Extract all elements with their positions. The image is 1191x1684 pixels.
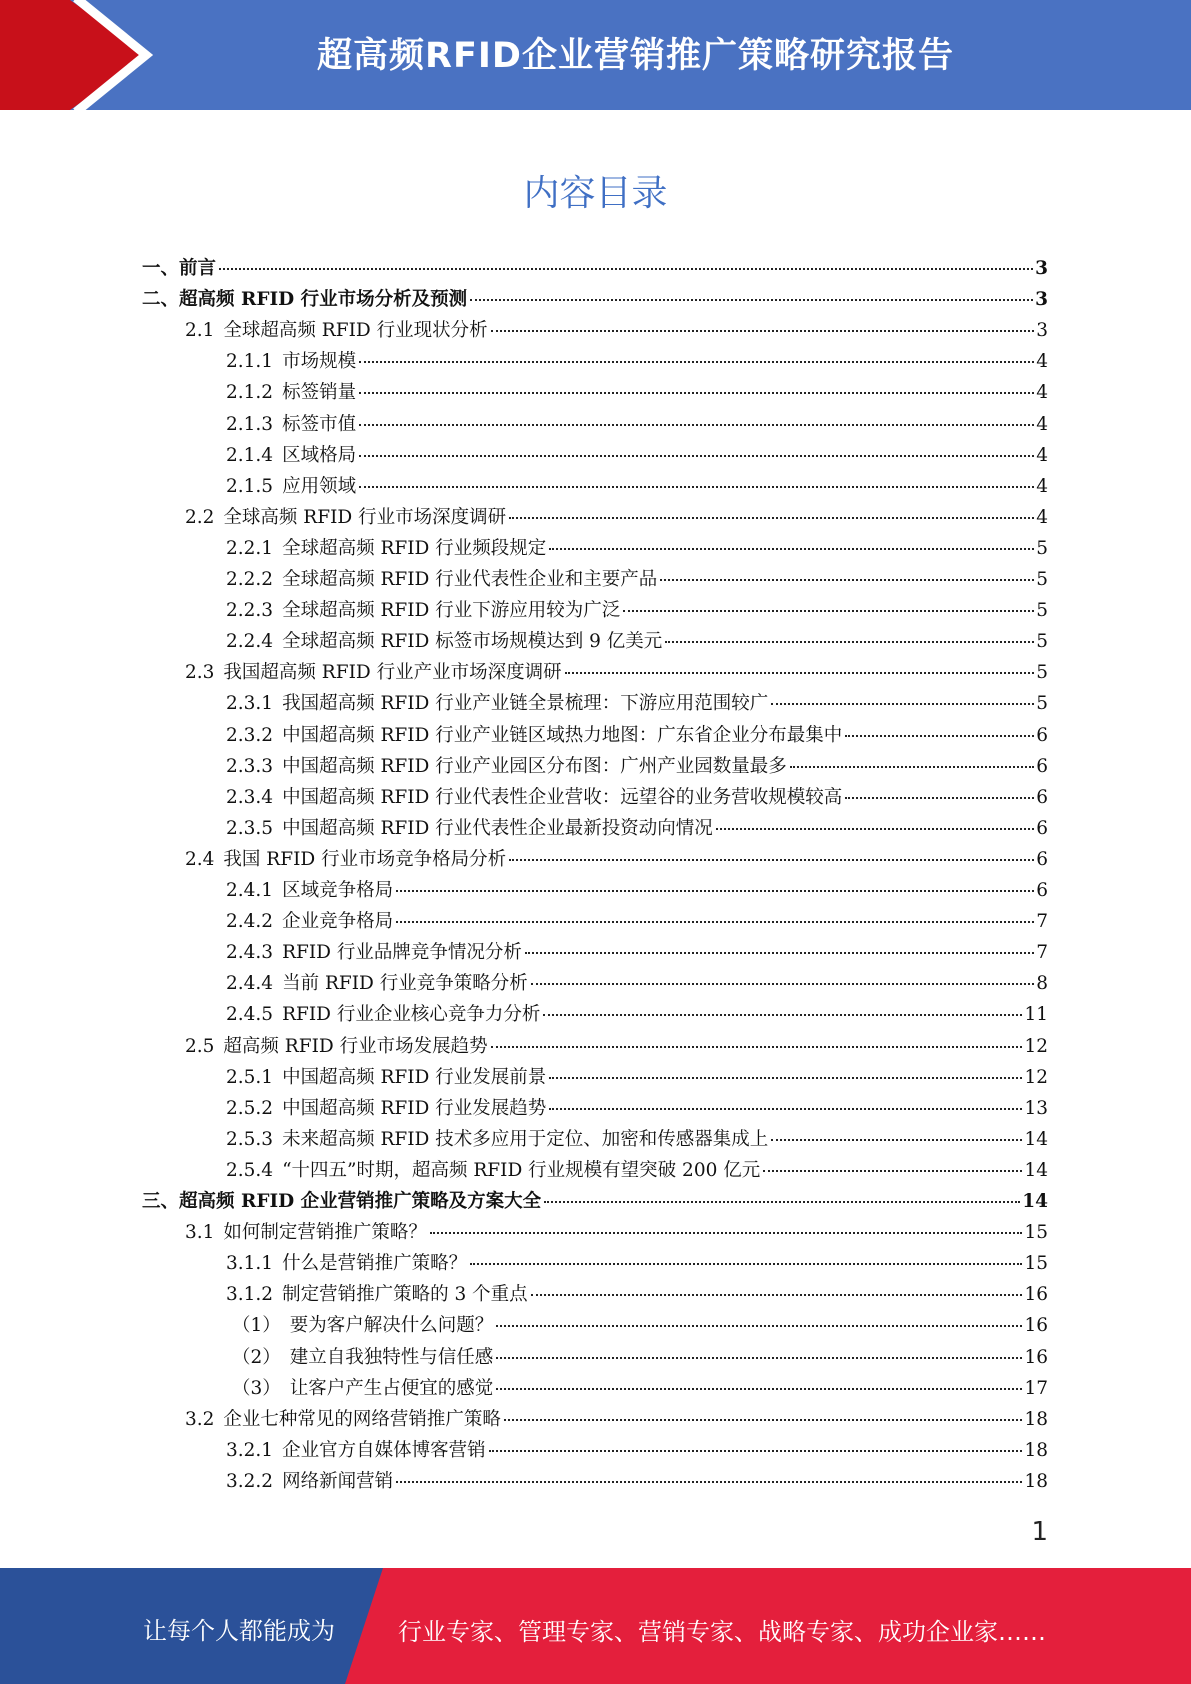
toc-entry-number: 2.5.1 bbox=[226, 1066, 274, 1088]
toc-entry-number: 2.3.1 bbox=[226, 693, 274, 715]
toc-entry[interactable] bbox=[226, 1000, 1048, 1031]
toc-entry-page: 6 bbox=[1036, 848, 1048, 870]
toc-dot-leader bbox=[543, 1014, 1022, 1016]
toc-dot-leader bbox=[219, 268, 1033, 270]
toc-entry-number: 2.3.2 bbox=[226, 724, 274, 746]
toc-dot-leader bbox=[359, 486, 1034, 488]
toc-dot-leader bbox=[504, 1419, 1023, 1421]
toc-dot-leader bbox=[491, 330, 1035, 332]
toc-entry-number: 2.4.5 bbox=[226, 1004, 274, 1026]
footer-banner bbox=[0, 1568, 1191, 1684]
toc-dot-leader bbox=[565, 672, 1035, 674]
toc-dot-leader bbox=[525, 952, 1034, 954]
toc-entry-title: 要为客户解决什么问题？ bbox=[289, 1315, 494, 1337]
toc-entry-page: 5 bbox=[1036, 662, 1048, 684]
toc-entry-page: 15 bbox=[1024, 1253, 1048, 1275]
toc-entry[interactable] bbox=[226, 1280, 1048, 1311]
toc-entry-title: 市场规模 bbox=[282, 351, 357, 373]
toc-entry-title: 如何制定营销推广策略？ bbox=[223, 1222, 427, 1244]
toc-entry[interactable] bbox=[226, 1125, 1048, 1156]
toc-dot-leader bbox=[489, 1450, 1023, 1452]
toc-dot-leader bbox=[396, 890, 1034, 892]
toc-entry[interactable] bbox=[226, 938, 1048, 969]
toc-entry-page: 4 bbox=[1036, 444, 1048, 466]
toc-entry-page: 4 bbox=[1036, 382, 1048, 404]
toc-entry[interactable] bbox=[226, 1094, 1048, 1125]
toc-dot-leader bbox=[845, 735, 1034, 737]
toc-entry-title: 中国超高频 RFID 行业代表性企业营收：远望谷的业务营收规模较高 bbox=[282, 786, 843, 808]
toc-entry-number: 2.1.3 bbox=[226, 413, 274, 435]
toc-entry[interactable] bbox=[142, 254, 1048, 285]
toc-entry-number: 2.1.1 bbox=[226, 351, 274, 373]
toc-entry-page: 6 bbox=[1036, 880, 1048, 901]
toc-entry-page: 14 bbox=[1024, 1128, 1048, 1150]
toc-entry-title: 应用领域 bbox=[282, 475, 357, 497]
toc-dot-leader bbox=[716, 828, 1034, 830]
chevron-arrow-icon bbox=[0, 0, 170, 110]
toc-entry[interactable] bbox=[185, 845, 1048, 876]
toc-entry-title: 全球超高频 RFID 行业下游应用较为广泛 bbox=[282, 600, 621, 622]
header-banner bbox=[0, 0, 1191, 110]
toc-entry-page: 14 bbox=[1024, 1159, 1048, 1181]
toc-dot-leader bbox=[359, 392, 1034, 394]
toc-entry-title: RFID 行业企业核心竞争力分析 bbox=[282, 1004, 541, 1026]
toc-dot-leader bbox=[509, 517, 1034, 519]
toc-entry-number: 2.5.3 bbox=[226, 1128, 274, 1150]
toc-dot-leader bbox=[470, 299, 1033, 301]
toc-entry-number: 2.3.5 bbox=[226, 817, 274, 839]
toc-entry-page: 4 bbox=[1036, 413, 1048, 435]
toc-entry-page: 5 bbox=[1036, 600, 1048, 622]
toc-entry-page: 3 bbox=[1035, 289, 1048, 311]
toc-entry[interactable] bbox=[185, 316, 1048, 347]
toc-entry-page: 18 bbox=[1024, 1439, 1048, 1461]
toc-entry-number: 2.2.3 bbox=[226, 600, 274, 622]
toc-entry-page: 13 bbox=[1024, 1097, 1048, 1119]
toc-entry-page: 5 bbox=[1036, 537, 1048, 559]
toc-entry-title: 中国超高频 RFID 行业代表性企业最新投资动向情况 bbox=[282, 817, 713, 839]
toc-dot-leader bbox=[845, 797, 1034, 799]
toc-entry[interactable] bbox=[226, 1249, 1048, 1280]
toc-dot-leader bbox=[623, 610, 1034, 612]
toc-entry[interactable] bbox=[185, 1405, 1048, 1436]
toc-dot-leader bbox=[470, 1263, 1022, 1265]
footer-slogan-left: 让每个人都能成为 bbox=[143, 1617, 335, 1645]
toc-entry-page: 6 bbox=[1036, 786, 1048, 808]
toc-entry-number: 2.1.4 bbox=[226, 444, 274, 466]
toc-entry-page: 14 bbox=[1022, 1191, 1048, 1212]
toc-entry-title: 未来超高频 RFID 技术多应用于定位、加密和传感器集成上 bbox=[282, 1128, 769, 1150]
toc-entry-title: 全球高频 RFID 行业市场深度调研 bbox=[223, 506, 507, 528]
toc-entry-number: 2.2.4 bbox=[226, 631, 274, 653]
toc-entry-number: 二、 bbox=[142, 289, 180, 311]
toc-entry-number: （1） bbox=[232, 1315, 281, 1337]
toc-entry-page: 18 bbox=[1024, 1470, 1048, 1492]
toc-entry-number: 2.4.1 bbox=[226, 880, 274, 901]
toc-entry-page: 6 bbox=[1036, 755, 1048, 777]
toc-entry-number: 一、 bbox=[142, 258, 180, 279]
toc-entry-title: 中国超高频 RFID 行业产业园区分布图：广州产业园数量最多 bbox=[282, 755, 787, 777]
toc-entry-page: 17 bbox=[1024, 1377, 1048, 1399]
toc-entry-page: 16 bbox=[1024, 1315, 1048, 1337]
toc-entry-number: 2.5.4 bbox=[226, 1159, 274, 1181]
toc-entry-number: 3.2 bbox=[185, 1408, 215, 1430]
report-title: 超高频RFID企业营销推广策略研究报告 bbox=[317, 36, 954, 76]
toc-entry-number: 2.1.5 bbox=[226, 475, 274, 497]
toc-entry-title: 让客户产生占便宜的感觉 bbox=[289, 1377, 494, 1399]
toc-entry[interactable] bbox=[232, 1343, 1048, 1374]
toc-dot-leader bbox=[509, 859, 1034, 861]
toc-dot-leader bbox=[549, 548, 1034, 550]
toc-entry-title: 标签市值 bbox=[282, 413, 357, 435]
toc-entry-title: 网络新闻营销 bbox=[282, 1470, 394, 1492]
toc-entry[interactable] bbox=[226, 752, 1048, 783]
toc-dot-leader bbox=[549, 1077, 1022, 1079]
toc-dot-leader bbox=[660, 579, 1034, 581]
toc-entry-number: 2.3 bbox=[185, 662, 215, 684]
toc-entry-title: “十四五”时期，超高频 RFID 行业规模有望突破 200 亿元 bbox=[282, 1159, 761, 1181]
toc-dot-leader bbox=[496, 1388, 1022, 1390]
toc-entry-number: （3） bbox=[232, 1377, 281, 1399]
toc-entry-title: 什么是营销推广策略？ bbox=[282, 1253, 468, 1275]
toc-entry-title: 中国超高频 RFID 行业发展前景 bbox=[282, 1066, 547, 1088]
toc-entry-page: 12 bbox=[1024, 1035, 1048, 1057]
toc-dot-leader bbox=[549, 1108, 1022, 1110]
toc-entry[interactable] bbox=[226, 907, 1048, 938]
toc-entry-page: 18 bbox=[1024, 1408, 1048, 1430]
toc-entry-number: 3.1.2 bbox=[226, 1284, 274, 1306]
toc-entry-number: 2.5.2 bbox=[226, 1097, 274, 1119]
toc-entry-title: 我国超高频 RFID 行业产业市场深度调研 bbox=[223, 662, 562, 684]
toc-entry[interactable] bbox=[142, 1187, 1048, 1218]
toc-entry-page: 8 bbox=[1036, 973, 1048, 995]
toc-dot-leader bbox=[665, 641, 1034, 643]
toc-entry-title: 超高频 RFID 行业市场分析及预测 bbox=[179, 289, 468, 311]
toc-entry-title: 制定营销推广策略的 3 个重点 bbox=[282, 1284, 528, 1306]
toc-entry-page: 7 bbox=[1036, 942, 1048, 964]
toc-entry-title: 我国超高频 RFID 行业产业链全景梳理：下游应用范围较广 bbox=[282, 693, 769, 715]
toc-entry-title: 超高频 RFID 行业市场发展趋势 bbox=[223, 1035, 488, 1057]
toc-entry-title: 全球超高频 RFID 标签市场规模达到 9 亿美元 bbox=[282, 631, 663, 653]
toc-dot-leader bbox=[359, 424, 1034, 426]
toc-entry-page: 15 bbox=[1024, 1222, 1048, 1244]
toc-dot-leader bbox=[430, 1232, 1023, 1234]
toc-entry-page: 5 bbox=[1036, 693, 1048, 715]
toc-entry[interactable] bbox=[226, 534, 1048, 565]
toc-entry[interactable] bbox=[226, 441, 1048, 472]
toc-entry-number: 2.2 bbox=[185, 506, 215, 528]
toc-entry-number: 2.2.1 bbox=[226, 537, 274, 559]
toc-entry-title: 我国 RFID 行业市场竞争格局分析 bbox=[223, 848, 507, 870]
toc-dot-leader bbox=[531, 983, 1034, 985]
toc-entry-title: 中国超高频 RFID 行业发展趋势 bbox=[282, 1097, 547, 1119]
toc-entry-number: 三、 bbox=[142, 1191, 180, 1212]
footer-slogan-right: 行业专家、管理专家、营销专家、战略专家、成功企业家…… bbox=[398, 1618, 1046, 1646]
toc-entry-title: 企业竞争格局 bbox=[282, 911, 394, 933]
toc-entry-title: 建立自我独特性与信任感 bbox=[289, 1346, 494, 1368]
toc-entry-number: 2.3.4 bbox=[226, 786, 274, 808]
toc-dot-leader bbox=[491, 1046, 1023, 1048]
toc-entry[interactable] bbox=[185, 658, 1048, 689]
toc-entry-title: 全球超高频 RFID 行业现状分析 bbox=[223, 320, 488, 342]
toc-entry-page: 11 bbox=[1024, 1004, 1048, 1026]
toc-entry-title: 标签销量 bbox=[282, 382, 357, 404]
toc-entry[interactable] bbox=[226, 689, 1048, 720]
toc-entry-page: 16 bbox=[1024, 1284, 1048, 1306]
toc-entry-page: 16 bbox=[1024, 1346, 1048, 1368]
toc-entry[interactable] bbox=[232, 1374, 1048, 1405]
toc-entry[interactable] bbox=[226, 1467, 1048, 1498]
toc-entry-number: 2.4 bbox=[185, 848, 215, 870]
toc-dot-leader bbox=[544, 1201, 1020, 1203]
toc-entry-page: 3 bbox=[1036, 320, 1048, 342]
toc-entry-title: 区域竞争格局 bbox=[282, 880, 394, 901]
toc-entry[interactable] bbox=[226, 876, 1048, 907]
toc-entry[interactable] bbox=[226, 347, 1048, 378]
toc-entry[interactable] bbox=[142, 285, 1048, 316]
toc-entry-page: 4 bbox=[1036, 351, 1048, 373]
toc-entry-title: 企业七种常见的网络营销推广策略 bbox=[223, 1408, 501, 1430]
toc-entry-number: 2.3.3 bbox=[226, 755, 274, 777]
toc-entry-page: 12 bbox=[1024, 1066, 1048, 1088]
toc-entry-number: 2.5 bbox=[185, 1035, 215, 1057]
toc-entry-number: 2.4.4 bbox=[226, 973, 274, 995]
toc-entry-page: 6 bbox=[1036, 724, 1048, 746]
toc-entry-title: 当前 RFID 行业竞争策略分析 bbox=[282, 973, 528, 995]
toc-entry-number: 2.4.2 bbox=[226, 911, 274, 933]
toc-dot-leader bbox=[496, 1357, 1022, 1359]
toc-entry[interactable] bbox=[226, 1063, 1048, 1094]
toc-heading: 内容目录 bbox=[523, 173, 668, 214]
toc-entry-title: RFID 行业品牌竞争情况分析 bbox=[282, 942, 522, 964]
toc-entry-page: 5 bbox=[1036, 631, 1048, 653]
toc-dot-leader bbox=[531, 1294, 1023, 1296]
toc-dot-leader bbox=[359, 455, 1034, 457]
toc-entry[interactable] bbox=[226, 378, 1048, 409]
toc-entry[interactable] bbox=[185, 1032, 1048, 1063]
toc-entry-title: 超高频 RFID 企业营销推广策略及方案大全 bbox=[179, 1191, 542, 1212]
toc-entry-page: 4 bbox=[1036, 475, 1048, 497]
toc-entry-number: 2.2.2 bbox=[226, 569, 274, 590]
toc-entry[interactable] bbox=[226, 721, 1048, 752]
toc-entry-title: 前言 bbox=[179, 258, 217, 279]
toc-dot-leader bbox=[763, 1170, 1022, 1172]
toc-entry-page: 3 bbox=[1035, 258, 1048, 279]
toc-entry-page: 5 bbox=[1036, 569, 1048, 590]
toc-entry[interactable] bbox=[185, 1218, 1048, 1249]
toc-entry-title: 区域格局 bbox=[282, 444, 357, 466]
toc-entry-number: 2.1.2 bbox=[226, 382, 274, 404]
toc-entry[interactable] bbox=[226, 596, 1048, 627]
toc-entry[interactable] bbox=[226, 1156, 1048, 1187]
toc-entry[interactable] bbox=[226, 814, 1048, 845]
toc-dot-leader bbox=[396, 1481, 1022, 1483]
toc-entry-title: 全球超高频 RFID 行业代表性企业和主要产品 bbox=[282, 569, 658, 590]
page-number: 1 bbox=[1031, 1517, 1048, 1547]
toc-entry-page: 7 bbox=[1036, 911, 1048, 933]
toc-entry[interactable] bbox=[226, 1436, 1048, 1467]
toc-entry-number: 3.1 bbox=[185, 1222, 215, 1244]
toc-entry-title: 中国超高频 RFID 行业产业链区域热力地图：广东省企业分布最集中 bbox=[282, 724, 843, 746]
toc-dot-leader bbox=[771, 1139, 1022, 1141]
toc-dot-leader bbox=[496, 1325, 1022, 1327]
toc-dot-leader bbox=[359, 361, 1034, 363]
toc-entry[interactable] bbox=[232, 1311, 1048, 1342]
toc-entry-number: （2） bbox=[232, 1346, 281, 1368]
toc-dot-leader bbox=[396, 921, 1034, 923]
toc-entry[interactable] bbox=[226, 410, 1048, 441]
toc-dot-leader bbox=[771, 703, 1034, 705]
toc-dot-leader bbox=[790, 766, 1034, 768]
toc-entry[interactable] bbox=[185, 503, 1048, 534]
toc-entry-number: 3.2.2 bbox=[226, 1470, 274, 1492]
toc-entry[interactable] bbox=[226, 565, 1048, 596]
toc-entry-page: 4 bbox=[1036, 506, 1048, 528]
toc-entry[interactable] bbox=[226, 627, 1048, 658]
toc-entry-page: 6 bbox=[1036, 817, 1048, 839]
toc-entry-number: 3.2.1 bbox=[226, 1439, 274, 1461]
toc-entry-number: 2.1 bbox=[185, 320, 215, 342]
toc-entry-number: 3.1.1 bbox=[226, 1253, 274, 1275]
toc-entry[interactable] bbox=[226, 969, 1048, 1000]
toc-entry-number: 2.4.3 bbox=[226, 942, 274, 964]
toc-entry[interactable] bbox=[226, 472, 1048, 503]
toc-entry-title: 企业官方自媒体博客营销 bbox=[282, 1439, 486, 1461]
toc-entry[interactable] bbox=[226, 783, 1048, 814]
toc-entry-title: 全球超高频 RFID 行业频段规定 bbox=[282, 537, 547, 559]
